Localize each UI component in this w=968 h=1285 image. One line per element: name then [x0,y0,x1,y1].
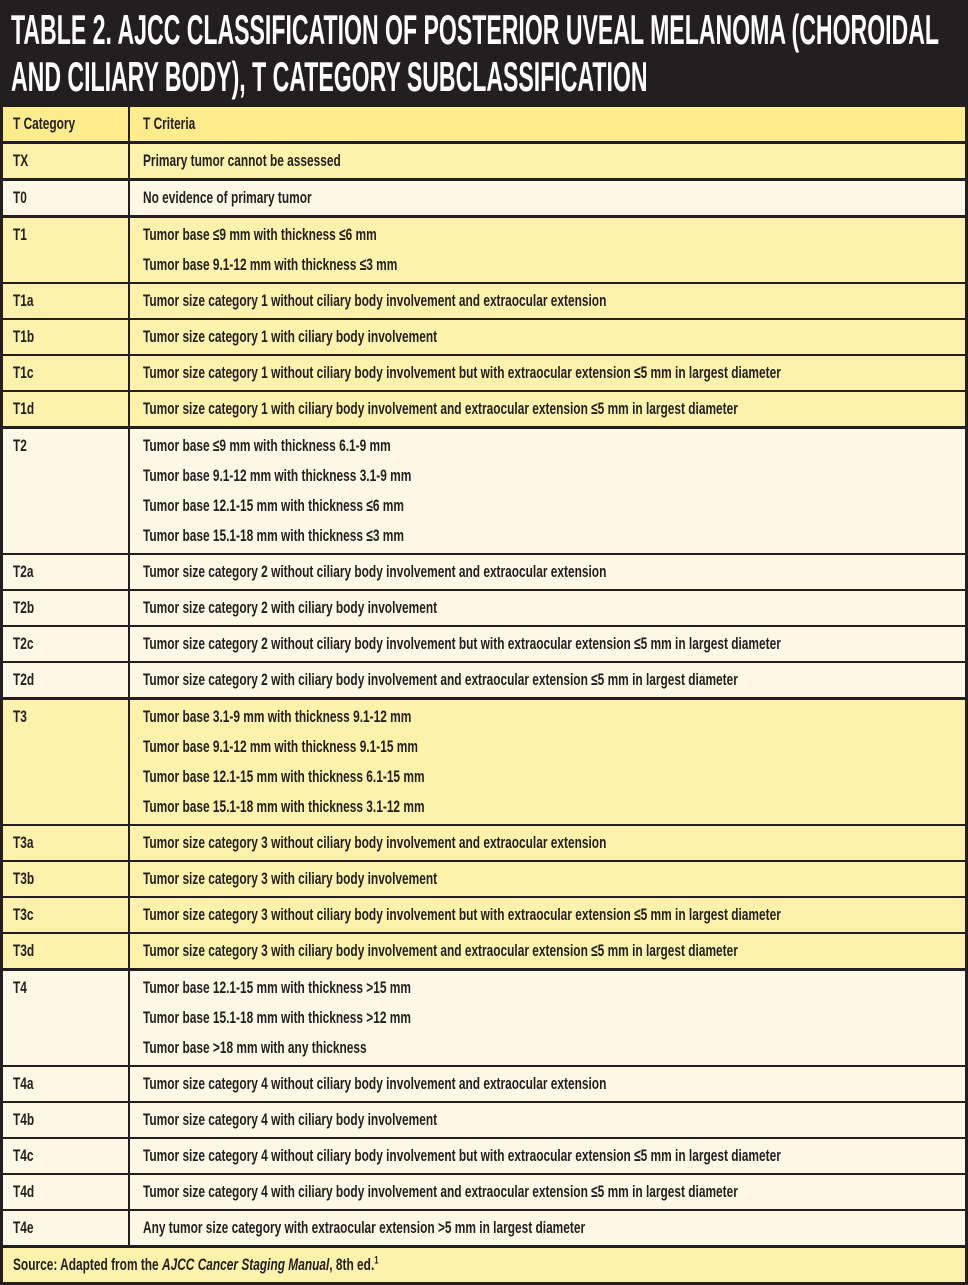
criteria-line [143,864,955,894]
criteria-line [143,702,955,732]
t-category-label: T4 [13,978,27,997]
t-category-label: T4a [13,1074,34,1093]
column-header-t-criteria [130,107,965,141]
criteria-line [143,286,955,316]
t-category-cell [3,934,130,968]
criteria-line [143,629,968,659]
table-row [3,141,965,178]
t-criteria-cell [130,1211,965,1245]
t-criteria-cell [130,555,965,589]
criteria-text: Tumor size category 2 with ciliary body involvement [143,598,438,617]
column-header-label: T Criteria [143,114,196,133]
table-row [3,661,965,697]
t-category-label: T2 [13,436,27,455]
t-criteria-cell [130,1175,968,1209]
criteria-text: Tumor size category 1 with ciliary body involvement and extraocular extension ≤5 mm in largest diameter [143,399,738,418]
criteria-line [143,358,968,388]
criteria-line [143,461,955,491]
t-criteria-cell [130,429,965,553]
table-title-bar [3,0,965,104]
t-category-label: T3b [13,869,35,888]
criteria-text: Tumor size category 4 without ciliary body involvement but with extraocular extension ≤5 mm in largest diameter [143,1146,781,1165]
table-row [3,426,965,553]
source-text [13,1250,379,1280]
t-criteria-cell [130,1139,968,1173]
t-criteria-cell [130,971,965,1065]
table-row [3,1137,965,1173]
t-criteria-cell [130,862,965,896]
criteria-line [143,828,955,858]
t-category-cell [3,181,130,215]
criteria-text: Tumor size category 3 with ciliary body involvement and extraocular extension ≤5 mm in largest diameter [143,941,738,960]
t-criteria-cell [130,1103,965,1137]
t-category-label: T2a [13,562,34,581]
table-row [3,215,965,282]
criteria-text: Tumor base 15.1-18 mm with thickness >12 mm [143,1008,411,1027]
criteria-line [143,322,955,352]
criteria-line [143,521,955,551]
criteria-line [143,973,955,1003]
criteria-line [143,491,955,521]
t-category-label: T3 [13,707,27,726]
t-category-label: T0 [13,188,27,207]
source-reference-superscript: 1 [374,1254,379,1267]
table-row [3,318,965,354]
t-criteria-cell [130,826,965,860]
t-criteria-cell [130,356,968,390]
t-criteria-cell [130,181,965,215]
criteria-text: Tumor size category 3 without ciliary body involvement but with extraocular extension ≤5 mm in largest diameter [143,905,781,924]
criteria-text: Tumor size category 3 without ciliary body involvement and extraocular extension [143,833,607,852]
criteria-text: Tumor size category 1 without ciliary body involvement and extraocular extension [143,291,607,310]
table-row [3,896,965,932]
source-suffix: , 8th ed. [329,1255,375,1274]
criteria-text: Tumor base ≤9 mm with thickness ≤6 mm [143,225,377,244]
criteria-line [143,665,968,695]
t-criteria-cell [130,144,965,178]
t-criteria-cell [130,392,968,426]
table-row [3,1173,965,1209]
criteria-line [143,732,955,762]
t-category-cell [3,862,130,896]
t-category-label: T4c [13,1146,34,1165]
t-category-label: T2d [13,670,35,689]
header-row [3,104,965,141]
table-title-line-2: AND CILIARY BODY), T CATEGORY SUBCLASSIFICATION [11,53,648,100]
criteria-text: Tumor base 3.1-9 mm with thickness 9.1-12 mm [143,707,412,726]
source-cell [3,1248,965,1282]
criteria-text: Primary tumor cannot be assessed [143,151,341,170]
source-manual-title: AJCC Cancer Staging Manual [161,1255,330,1274]
table-row [3,1065,965,1101]
table-row [3,553,965,589]
criteria-text: Tumor size category 2 without ciliary body involvement and extraocular extension [143,562,607,581]
table-row [3,282,965,318]
t-criteria-cell [130,934,968,968]
criteria-text: Tumor size category 3 with ciliary body involvement [143,869,438,888]
table-row [3,354,965,390]
t-category-label: T1a [13,291,34,310]
t-category-label: T1d [13,399,35,418]
criteria-text: Tumor base 12.1-15 mm with thickness 6.1-15 mm [143,767,425,786]
t-category-label: T2c [13,634,34,653]
criteria-text: Tumor base 15.1-18 mm with thickness 3.1-12 mm [143,797,425,816]
criteria-text: No evidence of primary tumor [143,188,312,207]
t-category-cell [3,898,130,932]
criteria-text: Tumor base 9.1-12 mm with thickness ≤3 mm [143,255,398,274]
t-criteria-cell [130,591,965,625]
table-row [3,1209,965,1245]
criteria-line [143,900,968,930]
t-category-label: T1 [13,225,27,244]
t-criteria-cell [130,898,968,932]
t-category-cell [3,591,130,625]
t-category-cell [3,392,130,426]
source-row [3,1245,965,1282]
column-header-label: T Category [13,114,76,133]
t-category-label: T4b [13,1110,35,1129]
t-criteria-cell [130,218,965,282]
t-category-label: T3a [13,833,34,852]
t-category-cell [3,826,130,860]
criteria-text: Tumor size category 4 with ciliary body involvement [143,1110,438,1129]
t-category-cell [3,700,130,824]
t-category-cell [3,144,130,178]
criteria-line [143,431,955,461]
table-row [3,824,965,860]
criteria-text: Tumor base >18 mm with any thickness [143,1038,367,1057]
criteria-line [143,146,955,176]
criteria-text: Tumor size category 1 without ciliary body involvement but with extraocular extension ≤5 mm in largest diameter [143,363,781,382]
t-category-label: T4e [13,1218,34,1237]
t-category-cell [3,1175,130,1209]
t-category-cell [3,555,130,589]
criteria-line [143,183,955,213]
t-category-label: T1b [13,327,35,346]
t-category-label: TX [13,151,29,170]
criteria-text: Tumor base 12.1-15 mm with thickness ≤6 mm [143,496,404,515]
criteria-line [143,1033,955,1063]
criteria-line [143,220,955,250]
t-category-cell [3,1067,130,1101]
t-category-cell [3,971,130,1065]
t-criteria-cell [130,1067,965,1101]
table-row [3,1101,965,1137]
t-criteria-cell [130,700,965,824]
table-row [3,178,965,215]
t-criteria-cell [130,320,965,354]
criteria-line [143,762,955,792]
t-criteria-cell [130,627,968,661]
table-title-line-1: TABLE 2. AJCC CLASSIFICATION OF POSTERIOR UVEAL MELANOMA (CHOROIDAL [11,6,939,53]
t-criteria-cell [130,284,965,318]
criteria-line [143,1003,955,1033]
t-category-label: T4d [13,1182,35,1201]
criteria-text: Tumor size category 1 with ciliary body involvement [143,327,438,346]
t-category-cell [3,1103,130,1137]
column-header-t-category [3,107,130,141]
criteria-text: Tumor base 9.1-12 mm with thickness 9.1-15 mm [143,737,418,756]
criteria-text: Tumor base 9.1-12 mm with thickness 3.1-9 mm [143,466,412,485]
criteria-line [143,1105,955,1135]
table-row [3,860,965,896]
t-category-cell [3,429,130,553]
table-row [3,968,965,1065]
criteria-text: Tumor size category 4 without ciliary body involvement and extraocular extension [143,1074,607,1093]
criteria-line [143,593,955,623]
t-category-label: T3c [13,905,34,924]
t-category-label: T3d [13,941,35,960]
criteria-line [143,1141,968,1171]
criteria-line [143,1177,968,1207]
t-category-cell [3,663,130,697]
criteria-text: Tumor size category 4 with ciliary body involvement and extraocular extension ≤5 mm in largest diameter [143,1182,738,1201]
criteria-line [143,792,955,822]
criteria-line [143,557,955,587]
table-row [3,932,965,968]
criteria-text: Any tumor size category with extraocular extension >5 mm in largest diameter [143,1218,586,1237]
criteria-text: Tumor base ≤9 mm with thickness 6.1-9 mm [143,436,391,455]
t-category-cell [3,1211,130,1245]
criteria-text: Tumor base 15.1-18 mm with thickness ≤3 mm [143,526,404,545]
table-row [3,589,965,625]
t-category-cell [3,218,130,282]
t-category-cell [3,284,130,318]
criteria-line [143,394,968,424]
criteria-line [143,1069,955,1099]
table-row [3,625,965,661]
t-category-cell [3,356,130,390]
t-category-cell [3,627,130,661]
t-category-label: T1c [13,363,34,382]
source-prefix: Source: Adapted from the [13,1255,162,1274]
criteria-line [143,936,968,966]
table-row [3,390,965,426]
criteria-text: Tumor base 12.1-15 mm with thickness >15 mm [143,978,411,997]
criteria-text: Tumor size category 2 with ciliary body involvement and extraocular extension ≤5 mm in largest diameter [143,670,738,689]
criteria-text: Tumor size category 2 without ciliary body involvement but with extraocular extension ≤5 mm in largest diameter [143,634,781,653]
table-row [3,697,965,824]
t-criteria-cell [130,663,968,697]
t-category-label: T2b [13,598,35,617]
criteria-line [143,250,955,280]
t-category-cell [3,320,130,354]
t-category-cell [3,1139,130,1173]
table-body [3,141,965,1245]
criteria-line [143,1213,955,1243]
